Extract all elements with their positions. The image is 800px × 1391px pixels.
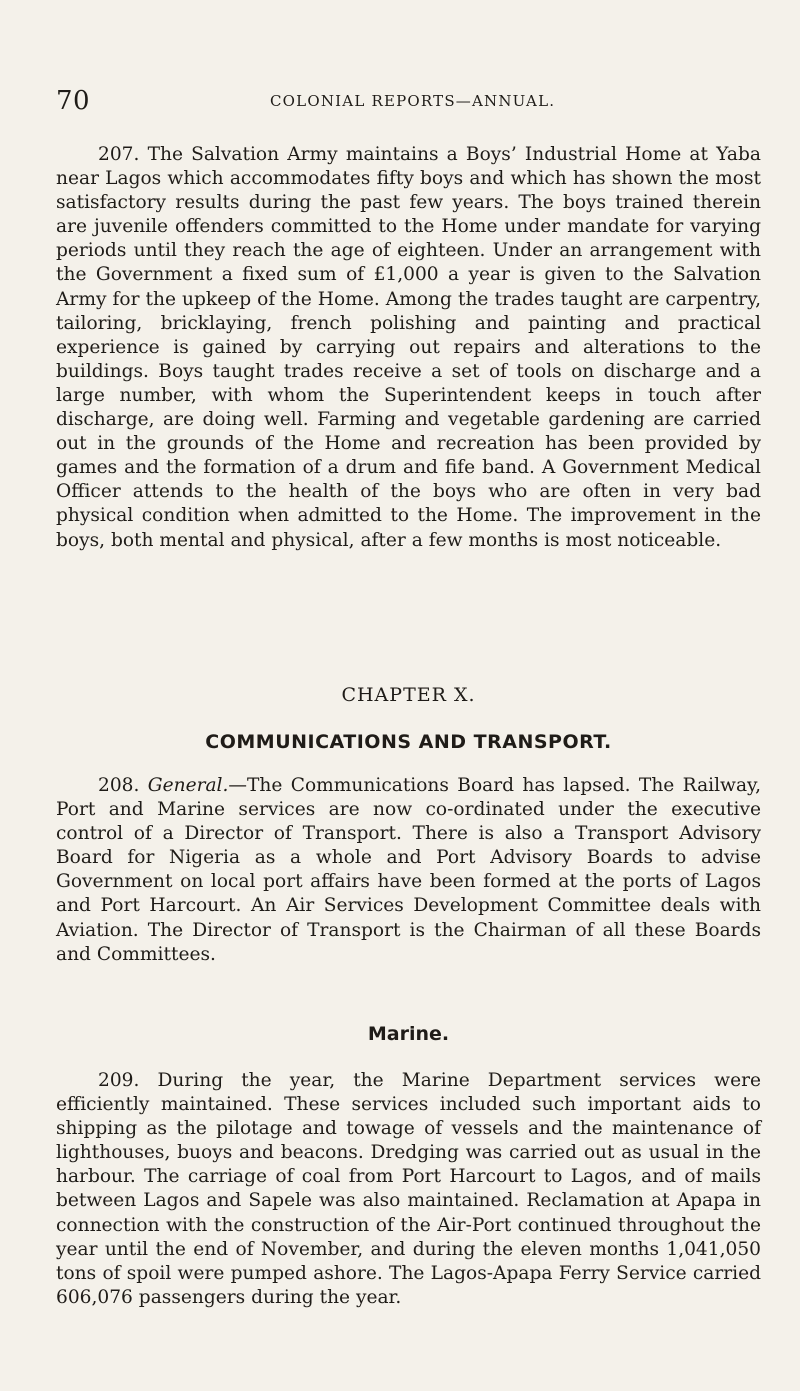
paragraph-block-207 <box>56 143 761 553</box>
paragraph-208-lead: General. <box>147 775 229 796</box>
page-number: 70 <box>56 86 91 116</box>
paragraph-208 <box>56 774 761 967</box>
page-header <box>56 86 760 116</box>
paragraph-207: 207. The Salvation Army maintains a Boys’ Industrial Home at Yaba near Lagos which accommodates fifty boys and which has shown the most satisfactory results during the past few years. The boys trained therein are juvenile offenders committed to the Home under mandate for varying periods until they reach the age of eighteen. Under an arrangement with the Government a fixed sum of £1,000 a year is given to the Salvation Army for the upkeep of the Home. Among the trades taught are carpentry, tailoring, bricklaying, french polishing and painting and practical experience is gained by carrying out repairs and alterations to the buildings. Boys taught trades receive a set of tools on discharge and a large number, with whom the Superintendent keeps in touch after discharge, are doing well. Farming and vegetable gardening are carried out in the grounds of the Home and recreation has been provided by games and the formation of a drum and fife band. A Government Medical Officer attends to the health of the boys who are often in very bad physical condition when admitted to the Home. The improvement in the boys, both mental and physical, after a few months is most noticeable. <box>56 144 761 551</box>
running-title: COLONIAL REPORTS—ANNUAL. <box>270 92 556 110</box>
paragraph-block-209 <box>56 1069 761 1310</box>
chapter-heading: CHAPTER X. <box>341 684 476 706</box>
paragraph-208-text: —The Communications Board has lapsed. The Railway, Port and Marine services are now co-ordinated under the executive control of a Director of Transport. There is also a Transport Advisory Board for Nigeria as a whole and Port Advisory Boards to advise Government on local port affairs have been formed at the ports of Lagos and Port Harcourt. An Air Services Development Committee deals with Aviation. The Director of Transport is the Chairman of all these Boards and Committees. <box>56 775 761 965</box>
marine-subheading: Marine. <box>367 1023 450 1045</box>
paragraph-209: 209. During the year, the Marine Department services were efficiently maintained. These services included such important aids to shipping as the pilotage and towage of vessels and the maintenance of lighthouses, buoys and beacons. Dredging was carried out as usual in the harbour. The carriage of coal from Port Harcourt to Lagos, and of mails between Lagos and Sapele was also maintained. Reclamation at Apapa in connection with the construction of the Air-Port continued throughout the year until the end of November, and during the eleven months 1,041,050 tons of spoil were pumped ashore. The Lagos-Apapa Ferry Service carried 606,076 passengers during the year. <box>56 1070 761 1308</box>
paragraph-208-number: 208. <box>98 775 140 796</box>
paragraph-block-208 <box>56 774 761 967</box>
section-title: COMMUNICATIONS AND TRANSPORT. <box>205 731 612 753</box>
